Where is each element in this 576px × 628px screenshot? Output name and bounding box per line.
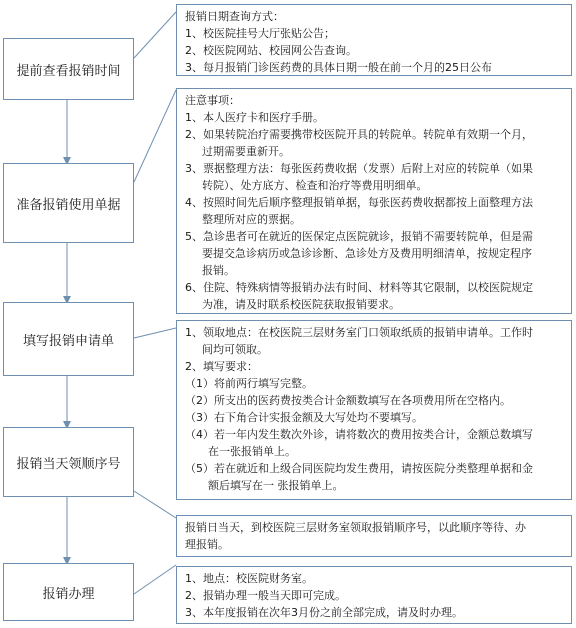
note-line: 1、领取地点：在校医院三层财务室门口领取纸质的报销申请单。工作时 [185,326,533,339]
step-check-time [3,38,134,100]
connector-number [134,491,176,518]
note-line: 2、校医院网站、校园网公告查询。 [185,44,357,57]
note-line: 4、按照时间先后顺序整理报销单据，每张医药费收据都按上面整理方法 [185,196,533,209]
note-line: （4）若一年内发生数次外诊，请将数次的费用按类合计，金额总数填写 [185,428,533,441]
note-line: （3）右下角合计实报金额及大写处均不要填写。 [185,411,423,424]
note-line: 整理所对应的票据。 [202,213,301,226]
note-line: 报销日期查询方式： [185,10,284,23]
step-handle-label: 报销办理 [42,586,95,602]
step-get-number [3,427,134,497]
note-line: 转院）、处方底方、检查和治疗等费用明细单。 [202,179,428,192]
note-line: 3、每月报销门诊医药费的具体日期一般在前一个月的25日公布 [185,61,492,74]
note-line: 报销日当天，到校医院三层财务室领取报销顺序号，以此顺序等待、办 [185,521,526,534]
note-line: 理报销。 [185,538,229,551]
note-line: 5、急诊患者可在就近的医保定点医院就诊，报销不需要转院单，但是需 [185,230,533,243]
note-handle [176,566,572,624]
connector-docs [134,90,176,182]
step-check-time-label: 提前查看报销时间 [16,63,121,79]
note-documents [176,88,572,314]
step-handle [3,563,134,621]
note-line: 2、填写要求： [185,360,258,373]
note-line: 6、住院、特殊病情等报销办法有时间、材料等其它限制，以校医院规定 [185,281,533,294]
note-line: 报销。 [202,264,235,277]
note-line: 过期需要重新开。 [202,145,290,158]
note-line: 在一张报销单上。 [208,445,296,458]
note-line: 为准，请及时联系校医院获取报销要求。 [202,298,400,311]
note-line: （5）若在就近和上级合同医院均发生费用，请按医院分类整理单据和金 [185,462,533,475]
note-line: 间均可领取。 [202,343,268,356]
step-get-number-label: 报销当天领顺序号 [16,456,121,472]
note-line: 3、票据整理方法：每张医药费收据（发票）后附上对应的转院单（如果 [185,162,533,175]
connector-time [134,12,176,58]
step-prepare-documents [3,163,134,243]
note-time-query [176,4,572,76]
note-line: 1、校医院挂号大厅张贴公告； [185,27,335,40]
note-sequence-number [176,515,572,557]
note-line: 注意事项： [185,94,240,107]
note-line: 3、本年度报销在次年3月份之前全部完成，请及时办理。 [185,606,463,619]
note-line: 1、地点：校医院财务室。 [185,572,313,585]
note-line: （2）所支出的医药费按类合计金额数填写在各项费用所在空格内。 [185,394,511,407]
note-fill-form [176,320,572,500]
note-line: 2、如果转院治疗需要携带校医院开具的转院单。转院单有效期一个月， [185,128,533,141]
connector-form [134,328,176,338]
step-fill-form [3,302,134,376]
note-line: （1）将前两行填写完整。 [185,377,313,390]
note-line: 要提交急诊病历或急诊诊断、急诊处方及费用明细清单，按规定程序 [202,247,532,260]
connector-handle [134,565,176,594]
note-line: 额后填写在一 张报销单上。 [208,479,344,492]
note-line: 2、报销办理一般当天即可完成。 [185,589,346,602]
note-line: 1、本人医疗卡和医疗手册。 [185,111,324,124]
step-prepare-documents-label: 准备报销使用单据 [16,197,121,213]
step-fill-form-label: 填写报销申请单 [22,333,114,349]
